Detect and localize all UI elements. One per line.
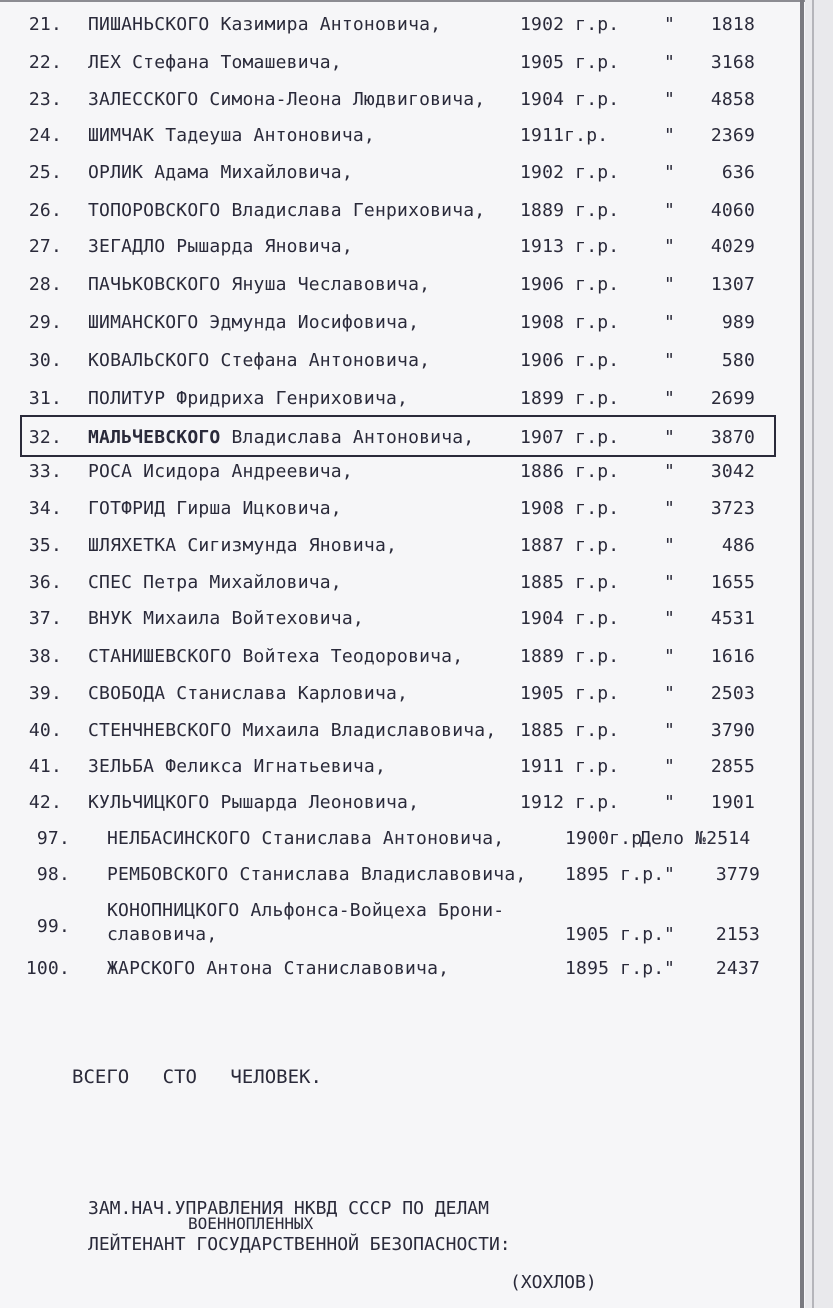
row-number: 27. — [28, 236, 62, 257]
row-name: ЗЕГАДЛО Рышарда Яновича, — [88, 236, 353, 257]
row-name-continued: славовича, — [107, 924, 218, 945]
row-birth-year: 1902 г.р. — [520, 14, 620, 35]
row-birth-year: 1887 г.р. — [520, 535, 620, 556]
row-case-number: 3723 — [710, 498, 755, 519]
row-number: 33. — [28, 461, 62, 482]
row-number: 24. — [28, 125, 62, 146]
table-row — [0, 860, 800, 890]
signature-title-line1: ЗАМ.НАЧ.УПРАВЛЕНИЯ НКВД СССР ПО ДЕЛАМ — [88, 1198, 489, 1219]
row-birth-year: 1908 г.р. — [520, 498, 620, 519]
row-number: 99. — [36, 916, 70, 937]
row-number: 25. — [28, 162, 62, 183]
row-name: СТЕНЧНЕВСКОГО Михаила Владиславовича, — [88, 720, 497, 741]
row-case-number: 3042 — [710, 461, 755, 482]
row-number: 34. — [28, 498, 62, 519]
row-case-number: 580 — [721, 350, 755, 371]
table-row — [0, 604, 800, 634]
row-ditto-mark: " — [664, 236, 676, 257]
row-birth-year: 1886 г.р. — [520, 461, 620, 482]
row-name: СВОБОДА Станислава Карловича, — [88, 683, 409, 704]
row-name: КОВАЛЬСКОГО Стефана Антоновича, — [88, 350, 431, 371]
row-ditto-mark: " — [664, 162, 676, 183]
row-case-number: 4858 — [710, 89, 755, 110]
row-number: 26. — [28, 200, 62, 221]
row-birth-year: 1912 г.р. — [520, 792, 620, 813]
row-number: 40. — [28, 720, 62, 741]
row-case-number: 2699 — [710, 388, 755, 409]
table-row — [0, 346, 800, 376]
row-ditto-mark: " — [664, 125, 676, 146]
row-name: КУЛЬЧИЦКОГО Рышарда Леоновича, — [88, 792, 420, 813]
row-birth-year: 1911г.р. — [520, 125, 609, 146]
row-birth-year: 1885 г.р. — [520, 572, 620, 593]
row-name: ОРЛИК Адама Михайловича, — [88, 162, 353, 183]
row-name: ВНУК Михаила Войтеховича, — [88, 608, 364, 629]
row-ditto-mark: " — [664, 52, 676, 73]
row-case-number: 636 — [721, 162, 755, 183]
row-ditto-mark: " — [664, 14, 676, 35]
row-number: 41. — [28, 756, 62, 777]
row-name: ШИМАНСКОГО Эдмунда Иосифовича, — [88, 312, 420, 333]
row-case-number: 1655 — [710, 572, 755, 593]
table-row — [0, 423, 800, 453]
row-birth-year: 1906 г.р. — [520, 274, 620, 295]
row-name: СТАНИШЕВСКОГО Войтеха Теодоровича, — [88, 646, 464, 667]
row-birth-year: 1885 г.р. — [520, 720, 620, 741]
table-row — [0, 679, 800, 709]
table-row — [0, 954, 800, 984]
row-ditto-mark: " — [664, 924, 676, 945]
row-ditto-mark: " — [664, 200, 676, 221]
row-birth-year: 1908 г.р. — [520, 312, 620, 333]
table-row — [0, 196, 800, 226]
page-right-edge-shadow — [812, 0, 814, 1308]
row-ditto-mark: " — [664, 683, 676, 704]
row-number: 21. — [28, 14, 62, 35]
row-case-number: 4060 — [710, 200, 755, 221]
row-case-number: 1818 — [710, 14, 755, 35]
row-number: 31. — [28, 388, 62, 409]
row-number: 22. — [28, 52, 62, 73]
row-ditto-mark: " — [664, 646, 676, 667]
row-birth-year: 1904 г.р. — [520, 608, 620, 629]
row-ditto-mark: " — [664, 427, 676, 448]
table-row — [0, 900, 800, 945]
table-row — [0, 457, 800, 487]
row-number: 36. — [28, 572, 62, 593]
table-row — [0, 232, 800, 262]
row-ditto-mark: " — [664, 498, 676, 519]
table-row — [0, 85, 800, 115]
signature-title-line2: ВОЕННОПЛЕННЫХ — [188, 1214, 314, 1233]
row-number: 39. — [28, 683, 62, 704]
row-birth-year: 1907 г.р. — [520, 427, 620, 448]
row-ditto-mark: " — [664, 535, 676, 556]
row-number: 100. — [25, 958, 70, 979]
row-case-number: 1901 — [710, 792, 755, 813]
table-row — [0, 642, 800, 672]
row-ditto-mark: " — [664, 720, 676, 741]
row-ditto-mark: " — [664, 312, 676, 333]
row-case-number: 2503 — [710, 683, 755, 704]
row-ditto-mark: " — [664, 388, 676, 409]
row-name: КОНОПНИЦКОГО Альфонса-Войцеха Брони- — [107, 900, 505, 921]
row-birth-year: 1911 г.р. — [520, 756, 620, 777]
row-number: 30. — [28, 350, 62, 371]
table-row — [0, 48, 800, 78]
row-number: 35. — [28, 535, 62, 556]
row-birth-year: 1906 г.р. — [520, 350, 620, 371]
row-case-number: 3870 — [710, 427, 755, 448]
row-case-number: 989 — [721, 312, 755, 333]
table-row — [0, 716, 800, 746]
row-case-number: 2855 — [710, 756, 755, 777]
row-case-number: 2153 — [715, 924, 760, 945]
row-name: СПЕС Петра Михайловича, — [88, 572, 342, 593]
table-row — [0, 788, 800, 818]
table-row — [0, 121, 800, 151]
row-name: ЖАРСКОГО Антона Станиславовича, — [107, 958, 450, 979]
row-number: 42. — [28, 792, 62, 813]
row-name: ЗАЛЕССКОГО Симона-Леона Людвиговича, — [88, 89, 486, 110]
row-birth-year: 1913 г.р. — [520, 236, 620, 257]
row-case-number: 1616 — [710, 646, 755, 667]
table-row — [0, 158, 800, 188]
row-name: РЕМБОВСКОГО Станислава Владиславовича, — [107, 864, 527, 885]
row-number: 97. — [36, 828, 70, 849]
row-ditto-mark: " — [664, 89, 676, 110]
row-number: 23. — [28, 89, 62, 110]
row-case-number: 3790 — [710, 720, 755, 741]
row-ditto-mark: " — [664, 274, 676, 295]
row-case-number: 3168 — [710, 52, 755, 73]
row-name: РОСА Исидора Андреевича, — [88, 461, 353, 482]
row-birth-year: 1904 г.р. — [520, 89, 620, 110]
table-row — [0, 270, 800, 300]
page-top-edge — [0, 0, 805, 2]
row-ditto-mark: " — [664, 958, 676, 979]
row-name: ШИМЧАК Тадеуша Антоновича, — [88, 125, 375, 146]
table-row — [0, 308, 800, 338]
signature-name: (ХОХЛОВ) — [510, 1272, 597, 1293]
row-birth-year: 1889 г.р. — [520, 646, 620, 667]
row-case-number: 3779 — [715, 864, 760, 885]
row-name: ЗЕЛЬБА Феликса Игнатьевича, — [88, 756, 386, 777]
row-number: 32. — [28, 427, 62, 448]
page-right-edge — [800, 0, 804, 1308]
row-ditto-mark: " — [664, 350, 676, 371]
row-name: ПОЛИТУР Фридриха Генриховича, — [88, 388, 409, 409]
row-case-number: 1307 — [710, 274, 755, 295]
table-row — [0, 494, 800, 524]
row-birth-year: 1905 г.р. — [520, 683, 620, 704]
row-birth-year: 1895 г.р. — [565, 864, 665, 885]
row-birth-year: 1900г.р. — [565, 828, 654, 849]
row-case-number: 486 — [721, 535, 755, 556]
row-ditto-mark: " — [664, 572, 676, 593]
row-name: ПАЧЬКОВСКОГО Януша Чеславовича, — [88, 274, 431, 295]
row-name: ШЛЯХЕТКА Сигизмунда Яновича, — [88, 535, 398, 556]
row-case-number: 2369 — [710, 125, 755, 146]
row-number: 98. — [36, 864, 70, 885]
row-number: 29. — [28, 312, 62, 333]
table-row — [0, 384, 800, 414]
table-row — [0, 10, 800, 40]
row-birth-year: 1902 г.р. — [520, 162, 620, 183]
row-number: 28. — [28, 274, 62, 295]
total-line: ВСЕГО СТО ЧЕЛОВЕК. — [72, 1066, 322, 1088]
row-birth-year: 1905 г.р. — [565, 924, 665, 945]
row-ditto-mark: " — [664, 461, 676, 482]
row-name: ГОТФРИД Гирша Ицковича, — [88, 498, 342, 519]
table-row — [0, 752, 800, 782]
row-ditto-mark: " — [664, 864, 676, 885]
table-row — [0, 531, 800, 561]
row-case-number: 4029 — [710, 236, 755, 257]
row-ditto-mark: " — [664, 792, 676, 813]
row-name: ЛЕХ Стефана Томашевича, — [88, 52, 342, 73]
row-birth-year: 1899 г.р. — [520, 388, 620, 409]
table-row — [0, 824, 800, 854]
row-case-number: 2437 — [715, 958, 760, 979]
row-case-number: 4531 — [710, 608, 755, 629]
row-birth-year: 1895 г.р. — [565, 958, 665, 979]
row-name-surname: МАЛЬЧЕВСКОГО — [88, 427, 221, 448]
signature-title-line3: ЛЕЙТЕНАНТ ГОСУДАРСТВЕННОЙ БЕЗОПАСНОСТИ: — [88, 1234, 511, 1255]
row-name-given: Владислава Антоновича, — [231, 427, 475, 448]
row-number: 37. — [28, 608, 62, 629]
row-case-number: Дело №2514 — [640, 828, 751, 849]
row-ditto-mark: " — [664, 756, 676, 777]
row-name — [88, 423, 474, 453]
row-name: ПИШАНЬСКОГО Казимира Антоновича, — [88, 14, 442, 35]
row-ditto-mark: " — [664, 608, 676, 629]
row-birth-year: 1889 г.р. — [520, 200, 620, 221]
row-number: 38. — [28, 646, 62, 667]
table-row — [0, 568, 800, 598]
row-birth-year: 1905 г.р. — [520, 52, 620, 73]
row-name: ТОПОРОВСКОГО Владислава Генриховича, — [88, 200, 486, 221]
row-name: НЕЛБАСИНСКОГО Станислава Антоновича, — [107, 828, 505, 849]
